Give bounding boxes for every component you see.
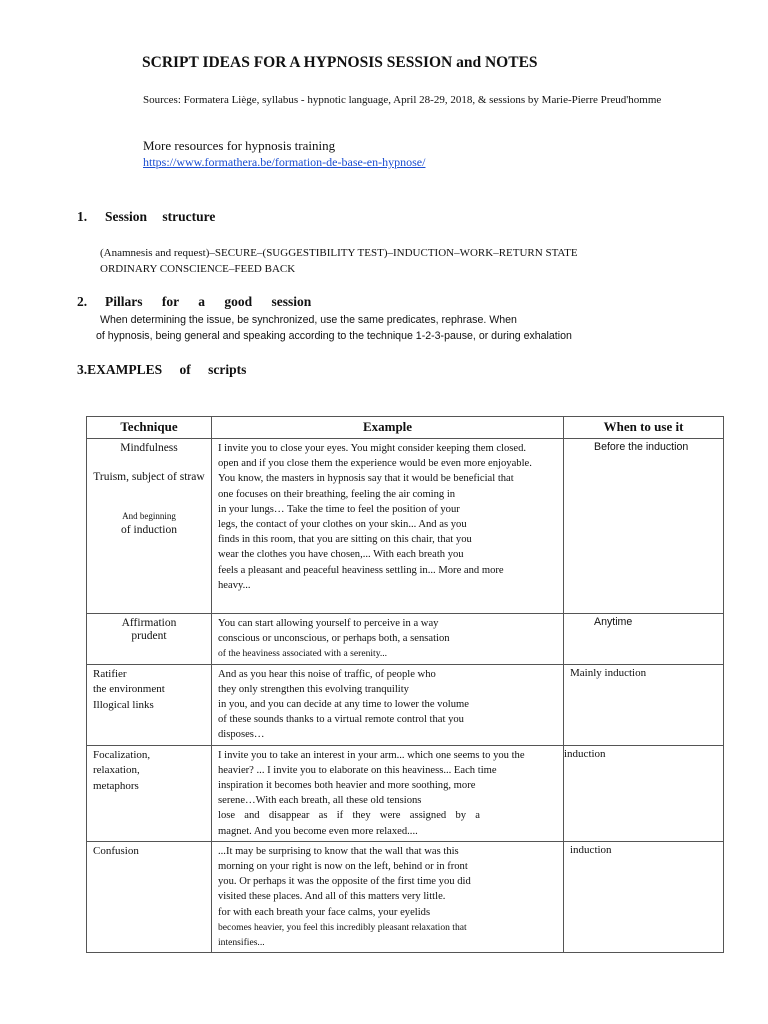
when-cell: Mainly induction (564, 664, 724, 745)
example-line: legs, the contact of your clothes on your skin... And as you (218, 519, 467, 531)
example-line: finds in this room, that you are sitting on this chair, that you (218, 534, 472, 546)
example-line: conscious or unconscious, or perhaps both, a sensation (218, 633, 450, 645)
example-line: of these sounds thanks to a virtual remote control that you (218, 714, 464, 726)
section-heading-pillars (77, 294, 311, 310)
example-line: open and if you close them the experience would be even more enjoyable. (218, 458, 532, 470)
example-line: magnet. And you become even more relaxed.... (218, 825, 418, 837)
table-row (87, 664, 724, 745)
example-cell (212, 664, 564, 745)
section-heading-structure (77, 209, 215, 225)
resources-link[interactable] (143, 155, 445, 170)
example-line: becomes heavier, you feel this incredibly pleasant relaxation that (218, 921, 467, 933)
example-line: wear the clothes you have chosen,... With each breath you (218, 549, 464, 561)
example-line: You can start allowing yourself to perceive in a way (218, 618, 439, 629)
section-title: Session structure (105, 209, 216, 224)
technique-cell (87, 745, 212, 841)
technique-label: of induction (121, 524, 177, 536)
structure-line-2: ORDINARY CONSCIENCE–FEED BACK (100, 263, 296, 275)
sources-note: Sources: Formatera Liège, syllabus - hypnotic language, April 28-29, 2018, & sessions by Marie-Pierre Preud'homme (143, 94, 662, 106)
table-row (87, 614, 724, 665)
technique-label: metaphors (93, 779, 139, 792)
technique-label: relaxation, (93, 764, 140, 777)
page-title: SCRIPT IDEAS FOR A HYPNOSIS SESSION and NOTES (142, 54, 538, 71)
when-cell: induction (564, 841, 724, 952)
resources-link-text[interactable]: https://www.formathera.be/formation-de-base-en-hypnose/ (143, 155, 426, 169)
section-title: Pillars for a good session (105, 294, 312, 309)
table-row (87, 439, 724, 614)
example-cell (212, 614, 564, 665)
when-cell: Before the induction (564, 439, 724, 614)
pillars-text (96, 312, 660, 344)
scripts-table (86, 416, 724, 953)
when-cell: Anytime (564, 614, 724, 665)
technique-label: And beginning (122, 511, 176, 521)
technique-label: Ratifier (93, 667, 127, 680)
technique-label: Illogical links (93, 698, 154, 711)
technique-cell (87, 841, 212, 952)
example-line: they only strengthen this evolving tranquility (218, 683, 409, 695)
example-cell (212, 745, 564, 841)
example-line: You know, the masters in hypnosis say that it would be beneficial that (218, 473, 514, 485)
session-structure-text (100, 245, 700, 277)
technique-label: Focalization, (93, 748, 151, 761)
example-line: in your lungs… Take the time to feel the position of your (218, 503, 460, 515)
example-cell (212, 841, 564, 952)
example-line: serene…With each breath, all these old tensions (218, 795, 422, 807)
technique-label: Mindfulness (120, 442, 178, 454)
header-technique: Technique (87, 417, 212, 439)
technique-label: the environment (93, 683, 165, 696)
example-line: I invite you to close your eyes. You might consider keeping them closed. (218, 443, 527, 454)
pillars-line-1: When determining the issue, be synchronized, use the same predicates, rephrase. When (100, 314, 517, 326)
example-line: inspiration it becomes both heavier and more soothing, more (218, 780, 476, 792)
technique-label: prudent (131, 630, 167, 642)
example-line: visited these places. And all of this matters very little. (218, 891, 446, 903)
example-line: morning on your right is now on the left, behind or in front (218, 861, 468, 873)
section-number: 1. (77, 209, 88, 224)
example-line: for with each breath your face calms, your eyelids (218, 906, 431, 918)
table-header-row (87, 417, 724, 439)
technique-label: Affirmation (121, 617, 177, 629)
section-number: 2. (77, 294, 88, 309)
header-example: Example (212, 417, 564, 439)
table-row (87, 841, 724, 952)
structure-line-1: (Anamnesis and request)–SECURE–(SUGGESTIBILITY TEST)–INDUCTION–WORK–RETURN STATE (100, 247, 578, 259)
section-heading-examples: 3.EXAMPLES of scripts (77, 362, 247, 377)
example-line: one focuses on their breathing, feeling the air coming in (218, 488, 456, 500)
technique-cell (87, 439, 212, 614)
technique-cell (87, 664, 212, 745)
example-line: you. Or perhaps it was the opposite of the first time you did (218, 876, 471, 888)
example-line: feels a pleasant and peaceful heaviness settling in... More and more (218, 564, 504, 576)
example-cell (212, 439, 564, 614)
example-line: ...It may be surprising to know that the wall that was this (218, 845, 459, 857)
when-cell: induction (564, 745, 724, 841)
resources-text: More resources for hypnosis training (143, 138, 336, 153)
pillars-line-2: of hypnosis, being general and speaking according to the technique 1-2-3-pause, or during exhalation (96, 330, 572, 342)
example-line: disposes… (218, 729, 265, 741)
example-line: in you, and you can decide at any time to lower the volume (218, 699, 469, 711)
header-when: When to use it (564, 417, 724, 439)
example-line: of the heaviness associated with a serenity... (218, 648, 388, 660)
example-line: intensifies... (218, 937, 265, 949)
table-row (87, 745, 724, 841)
example-line: lose and disappear as if they were assigned by a (218, 810, 480, 822)
technique-label: Confusion (93, 844, 139, 857)
example-line: I invite you to take an interest in your arm... which one seems to you the (218, 749, 525, 761)
example-line: heavy... (218, 579, 251, 591)
example-line: And as you hear this noise of traffic, of people who (218, 668, 436, 680)
example-line: heavier? ... I invite you to elaborate on this heaviness... Each time (218, 764, 497, 776)
technique-cell (87, 614, 212, 665)
technique-label: Truism, subject of straw (93, 471, 205, 483)
